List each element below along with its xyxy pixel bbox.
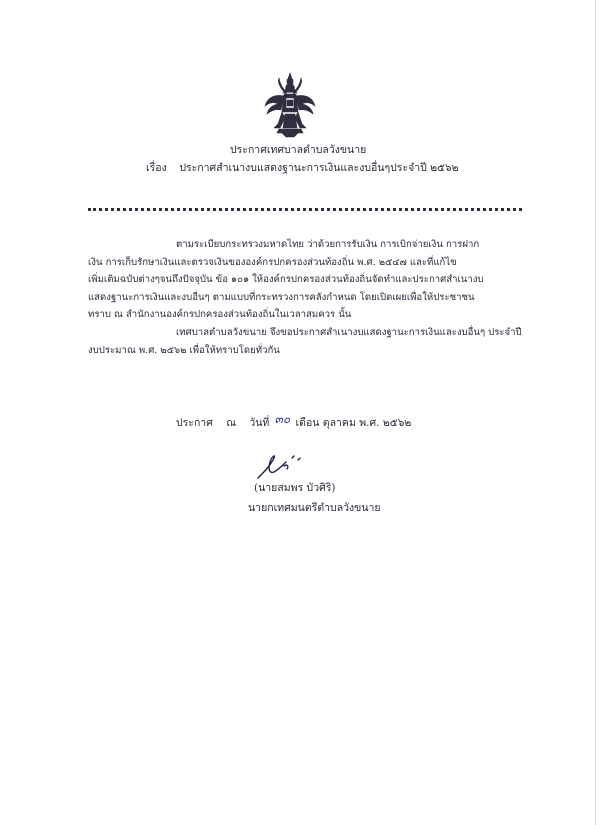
separator-line [88,208,522,211]
month-value: ตุลาคม [322,417,356,429]
garuda-emblem-icon [264,72,316,138]
body-line: เพิ่มเติมฉบับต่างๆจนถึงปัจจุบัน ข้อ ๑๐๑ ให้องค์กรปกครองส่วนท้องถิ่นจัดทำและประกาศสำเนางบ [88,274,484,285]
announce-word: ประกาศ [176,417,213,429]
subject-text: ประกาศสำเนางบแสดงฐานะการเงินและงบอื่นๆประจำปี ๒๕๖๒ [179,162,459,174]
page-edge [595,0,596,825]
date-line [176,413,411,432]
body-line: ทราบ ณ สำนักงานองค์กรปกครองส่วนท้องถิ่นในเวลาสมควร นั้น [88,309,352,320]
month-label: เดือน [295,417,320,429]
day-label: วันที่ [249,417,270,429]
body-paragraph-1 [88,236,528,324]
at-word: ณ [226,417,236,429]
body-line: ตามระเบียบกระทรวงมหาดไทย ว่าด้วยการรับเงิน การเบิกจ่ายเงิน การฝาก [176,239,480,250]
day-value: ๓๐ [274,412,291,426]
subject-label: เรื่อง [146,162,167,174]
body-line: งบประมาณ พ.ศ. ๒๕๖๒ เพื่อให้ทราบโดยทั่วกัน [88,344,280,356]
subject-row [146,159,459,176]
year-value: ๒๕๖๒ [382,417,412,429]
body-paragraph-2 [88,324,528,359]
signer-name: (นายสมพร บัวศิริ) [254,482,336,494]
signer-position: นายกเทศมนตรีตำบลวังขนาย [248,502,381,514]
body-line: เทศบาลตำบลวังขนาย จึงขอประกาศสำเนางบแสดงฐานะการเงินและงบอื่นๆ ประจำปี [176,327,522,338]
document-title: ประกาศเทศบาลตำบลวังขนาย [230,144,367,156]
body-line: แสดงฐานะการเงินและงบอื่นๆ ตามแบบที่กระทรวงการคลังกำหนด โดยเปิดเผยเพื่อให้ประชาชน [88,291,475,303]
body-line: เงิน การเก็บรักษาเงินและตรวจเงินขององค์กรปกครองส่วนท้องถิ่น พ.ศ. ๒๕๔๗ และที่แก้ไข [88,256,457,268]
year-label: พ.ศ. [359,417,380,429]
